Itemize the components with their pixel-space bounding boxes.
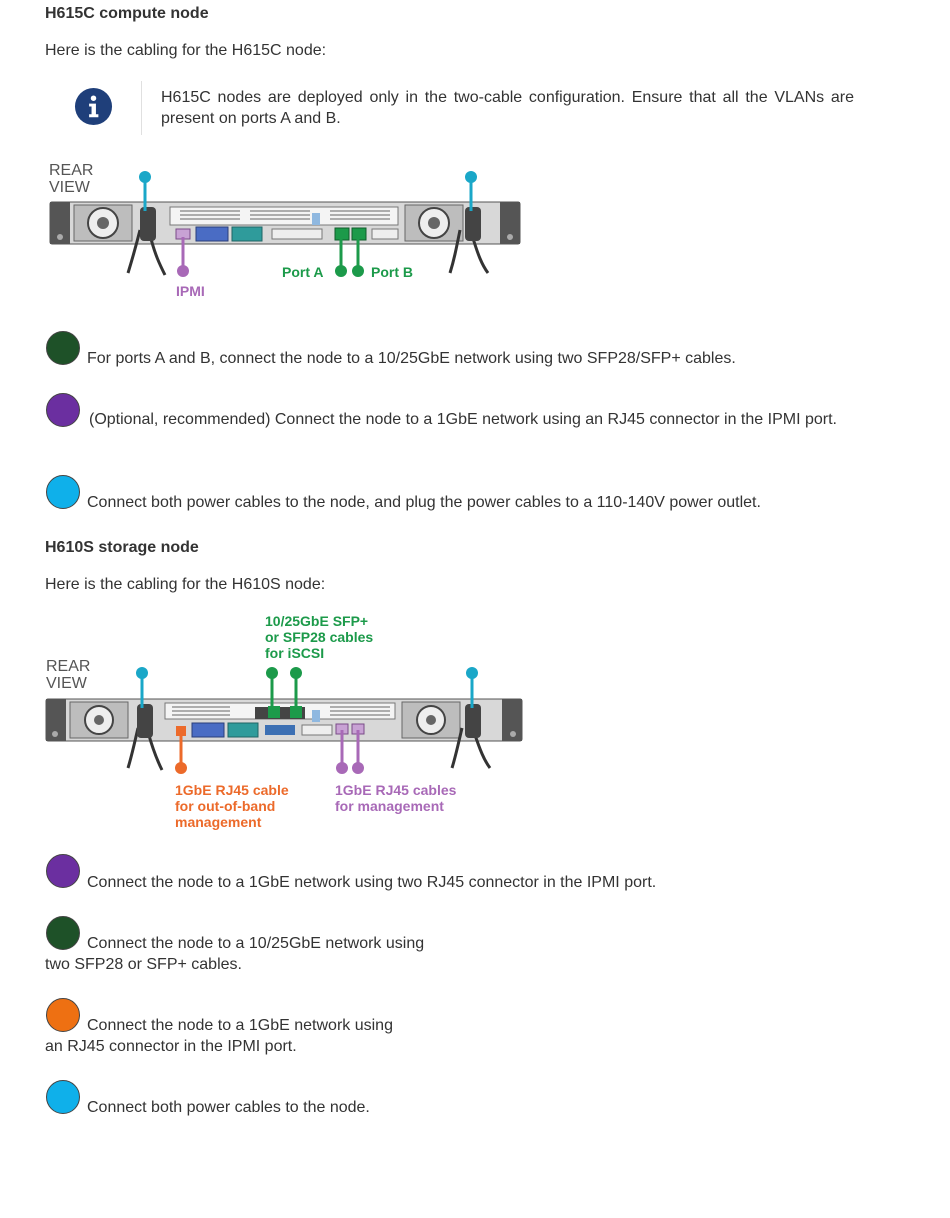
h610s-rear-view-diagram <box>40 610 540 835</box>
h615c-rear-view-diagram <box>40 155 540 305</box>
h615c-item-2 <box>45 409 873 430</box>
mgmt-label-line2: for management <box>335 798 444 814</box>
h610s-item-2 <box>45 933 873 975</box>
h610s-item-1 <box>45 872 873 893</box>
oob-marker <box>175 732 289 830</box>
port-b-label: Port B <box>371 264 413 280</box>
rear-view-label-line1: REAR <box>49 162 94 179</box>
svg-text:10/25GbE SFP+: 10/25GbE SFP+ <box>265 613 369 629</box>
rear-view-label-line2: VIEW <box>49 179 90 196</box>
h610s-item-2-text2: two SFP28 or SFP+ cables. <box>45 956 242 973</box>
svg-text:or SFP28 cables: or SFP28 cables <box>265 629 374 645</box>
port-a-label: Port A <box>282 264 324 280</box>
info-icon <box>74 87 113 126</box>
ipmi-label: IPMI <box>176 283 205 299</box>
h615c-item-1 <box>45 348 873 369</box>
ipmi-marker <box>176 237 205 299</box>
h610s-item-3-text: Connect the node to a 1GbE network using <box>87 1017 393 1034</box>
oob-label-line2: for out-of-band <box>175 798 276 814</box>
oob-label-line1: 1GbE RJ45 cable <box>175 782 289 798</box>
section-intro-h610s: Here is the cabling for the H610S node: <box>45 576 326 593</box>
h610s-item-4-text: Connect both power cables to the node. <box>87 1099 370 1116</box>
mgmt-markers <box>335 730 457 814</box>
sfp-label <box>265 613 373 661</box>
h615c-item-2-text: (Optional, recommended) Connect the node to a 1GbE network using an RJ45 connector in the IPMI port. <box>89 411 837 428</box>
h615c-item-1-text: For ports A and B, connect the node to a 10/25GbE network using two SFP28/SFP+ cables. <box>87 350 736 367</box>
h615c-item-3 <box>45 492 873 513</box>
rear-view-label-line1: REAR <box>46 658 91 675</box>
h610s-item-2-text: Connect the node to a 10/25GbE network using <box>87 935 425 952</box>
section-intro-h615c: Here is the cabling for the H615C node: <box>45 42 327 59</box>
svg-text:for iSCSI: for iSCSI <box>265 645 325 661</box>
h610s-item-4 <box>45 1097 873 1118</box>
mgmt-label-line1: 1GbE RJ45 cables <box>335 782 457 798</box>
section-heading-h610s: H610S storage node <box>45 539 199 556</box>
h610s-item-3 <box>45 1015 873 1057</box>
h615c-chassis <box>50 202 520 244</box>
note-divider <box>141 81 142 135</box>
rear-view-label-line2: VIEW <box>46 675 87 692</box>
h610s-item-3-text2: an RJ45 connector in the IPMI port. <box>45 1038 297 1055</box>
note-text: H615C nodes are deployed only in the two-cable configuration. Ensure that all the VLANs are present on ports A and B. <box>161 89 854 127</box>
h610s-chassis <box>46 699 522 741</box>
section-heading-h615c: H615C compute node <box>45 5 209 22</box>
h610s-item-1-text: Connect the node to a 1GbE network using two RJ45 connector in the IPMI port. <box>87 874 657 891</box>
oob-label-line3: management <box>175 814 262 830</box>
h615c-item-3-text: Connect both power cables to the node, and plug the power cables to a 110-140V power outlet. <box>87 494 761 511</box>
